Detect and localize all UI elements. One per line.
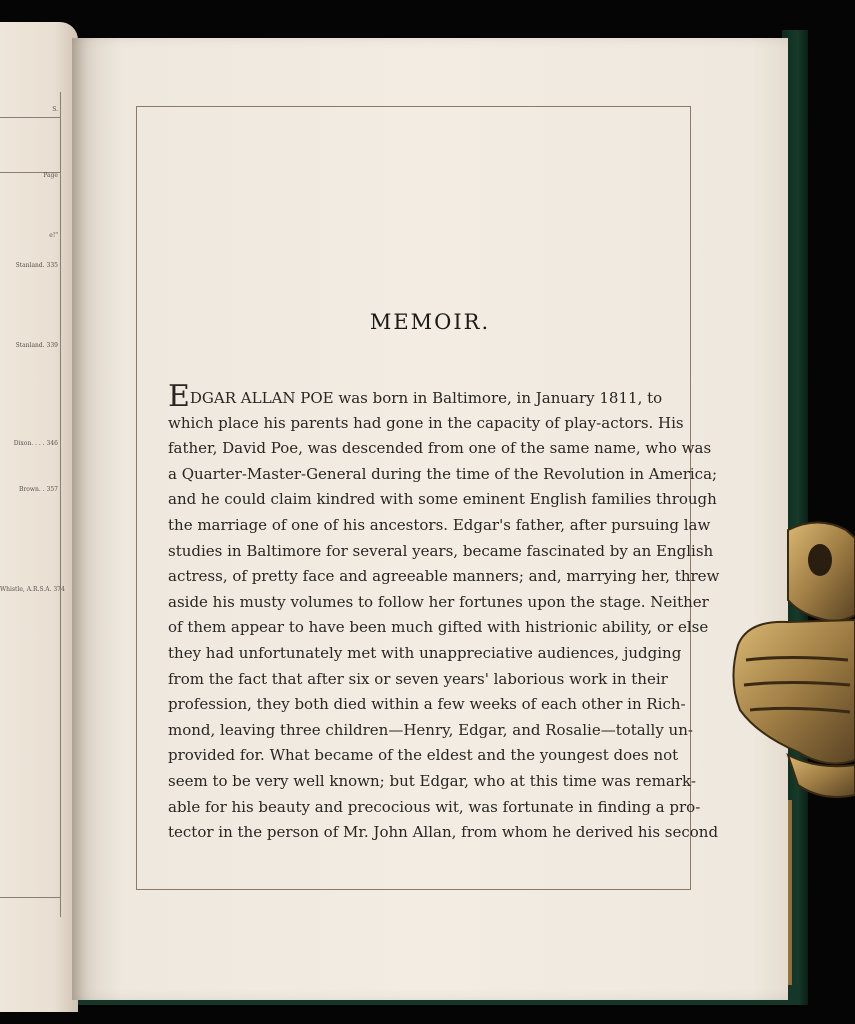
left-page-fragment: Dixon. . . . 346 bbox=[13, 440, 58, 447]
left-page-fragment: e!" bbox=[49, 232, 58, 239]
left-page-fragment: Page bbox=[43, 172, 58, 179]
left-page-fragment: Brown. . 357 bbox=[19, 486, 58, 493]
body-text-line: tector in the person of Mr. John Allan, from whom he derived his second bbox=[168, 823, 719, 842]
body-text-line: of them appear to have been much gifted with histrionic ability, or else bbox=[168, 618, 709, 637]
page-title: MEMOIR. bbox=[369, 310, 491, 334]
left-page-rule bbox=[0, 897, 60, 898]
body-text-line: father, David Poe, was descended from one of the same name, who was bbox=[168, 439, 712, 458]
body-text-line: from the fact that after six or seven years' laborious work in their bbox=[168, 669, 668, 688]
body-text-line: actress, of pretty face and agreeable manners; and, marrying her, threw bbox=[168, 567, 720, 586]
body-text-line: which place his parents had gone in the capacity of play-actors. His bbox=[168, 413, 684, 432]
left-page-rule bbox=[0, 117, 60, 118]
body-text-line: and he could claim kindred with some eminent English families through bbox=[168, 490, 717, 509]
brass-page-clip bbox=[728, 520, 855, 800]
body-text-line: they had unfortunately met with unappreciative audiences, judging bbox=[168, 644, 682, 662]
body-text-line: the marriage of one of his ancestors. Edgar's father, after pursuing law bbox=[168, 516, 711, 534]
body-text-line: a Quarter-Master-General during the time of the Revolution in America; bbox=[168, 464, 718, 483]
body-text-line: profession, they both died within a few weeks of each other in Rich- bbox=[168, 695, 686, 714]
body-text-line: provided for. What became of the eldest and the youngest does not bbox=[168, 746, 679, 765]
body-text-line: able for his beauty and precocious wit, was fortunate in finding a pro- bbox=[168, 797, 701, 816]
clip-ring bbox=[808, 544, 832, 576]
left-page-fragment: S. bbox=[52, 106, 58, 113]
left-page-fragment: Stanland. 335 bbox=[15, 262, 58, 269]
left-page-fragment: Whistle, A.R.S.A. 374 bbox=[0, 586, 65, 593]
left-page bbox=[0, 22, 78, 1012]
drop-cap: E bbox=[168, 379, 190, 414]
body-text-line: mond, leaving three children—Henry, Edgar, and Rosalie—totally un- bbox=[168, 720, 693, 739]
body-text-line bbox=[168, 379, 663, 414]
right-page bbox=[72, 38, 788, 1000]
body-text-line: aside his musty volumes to follow her fortunes upon the stage. Neither bbox=[168, 592, 709, 611]
clip-main-part bbox=[733, 620, 855, 764]
body-text-line: seem to be very well known; but Edgar, who at this time was remark- bbox=[168, 772, 696, 790]
left-page-fragment: Stanland. 339 bbox=[15, 342, 58, 349]
first-line-text: DGAR ALLAN POE was born in Baltimore, in January 1811, to bbox=[189, 389, 663, 407]
body-text-line: studies in Baltimore for several years, became fascinated by an English bbox=[168, 541, 714, 560]
left-page-frame-rule bbox=[60, 92, 61, 917]
